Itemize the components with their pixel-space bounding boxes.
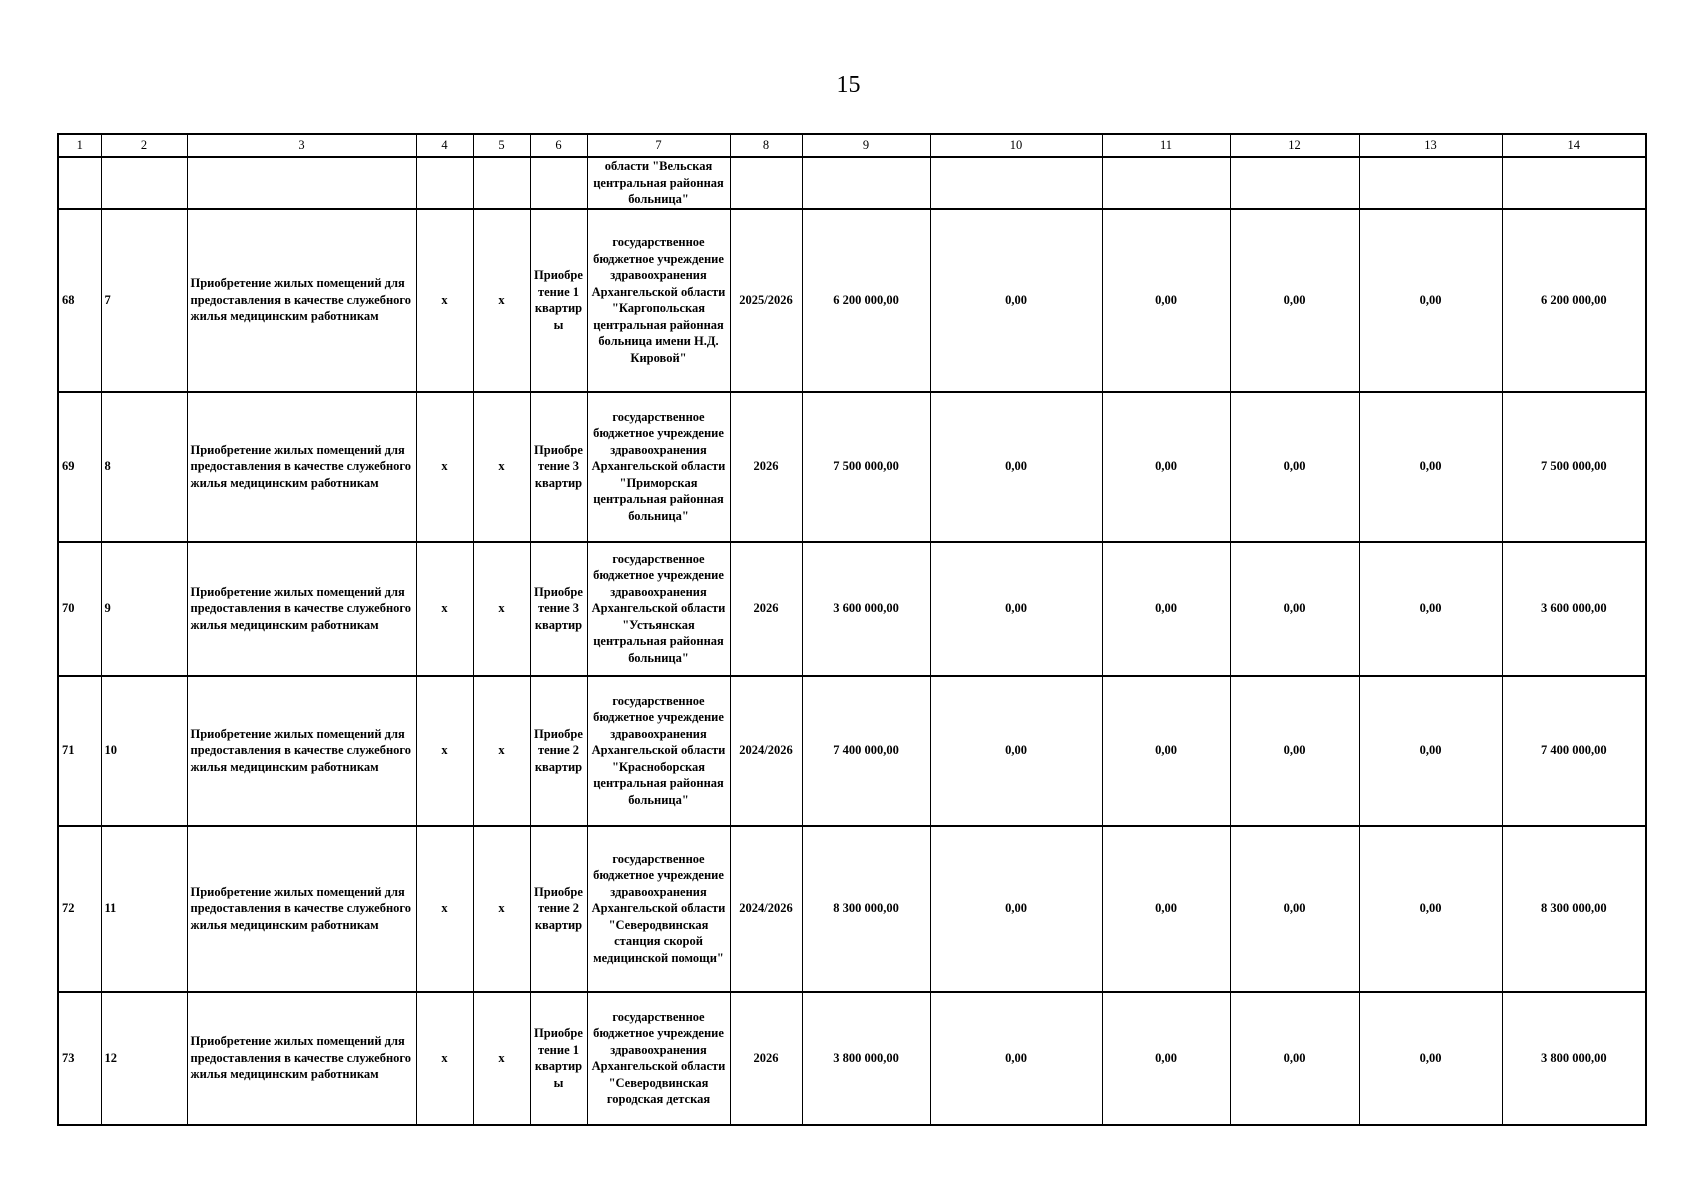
column-header: 1	[58, 134, 101, 157]
row-number: 68	[58, 209, 101, 392]
year-cell: 2026	[730, 542, 802, 676]
amount-col13: 0,00	[1359, 392, 1502, 542]
year-cell: 2024/2026	[730, 826, 802, 992]
table-row	[58, 542, 1646, 676]
row-number: 71	[58, 676, 101, 826]
amount-col12: 0,00	[1230, 542, 1359, 676]
amount-col14: 3 800 000,00	[1502, 992, 1646, 1125]
col4-cell: x	[416, 826, 473, 992]
period-cell: Приобретение 1 квартиры	[530, 209, 587, 392]
item-name: Приобретение жилых помещений для предоставления в качестве служебного жилья медицинским работникам	[187, 392, 416, 542]
row-number: 72	[58, 826, 101, 992]
amount-col10: 0,00	[930, 542, 1102, 676]
column-header: 7	[587, 134, 730, 157]
table-row	[58, 209, 1646, 392]
empty-cell	[1102, 157, 1230, 209]
amount-col10: 0,00	[930, 676, 1102, 826]
item-number: 12	[101, 992, 187, 1125]
period-cell: Приобретение 1 квартиры	[530, 992, 587, 1125]
item-name: Приобретение жилых помещений для предоставления в качестве служебного жилья медицинским работникам	[187, 209, 416, 392]
year-cell: 2026	[730, 392, 802, 542]
item-number: 11	[101, 826, 187, 992]
period-cell: Приобретение 3 квартир	[530, 392, 587, 542]
item-number: 10	[101, 676, 187, 826]
col4-cell: x	[416, 209, 473, 392]
col4-cell: x	[416, 676, 473, 826]
empty-cell	[530, 157, 587, 209]
amount-col12: 0,00	[1230, 826, 1359, 992]
amount-col10: 0,00	[930, 826, 1102, 992]
column-header: 11	[1102, 134, 1230, 157]
item-name: Приобретение жилых помещений для предоставления в качестве служебного жилья медицинским работникам	[187, 826, 416, 992]
column-header: 12	[1230, 134, 1359, 157]
row-number: 73	[58, 992, 101, 1125]
empty-cell	[187, 157, 416, 209]
period-cell: Приобретение 3 квартир	[530, 542, 587, 676]
table-row	[58, 826, 1646, 992]
amount-col13: 0,00	[1359, 992, 1502, 1125]
continuation-row	[58, 157, 1646, 209]
empty-cell	[416, 157, 473, 209]
budget-table	[57, 133, 1647, 1126]
col5-cell: x	[473, 209, 530, 392]
col5-cell: x	[473, 676, 530, 826]
column-header: 9	[802, 134, 930, 157]
amount-col10: 0,00	[930, 992, 1102, 1125]
empty-cell	[1359, 157, 1502, 209]
organization-cell: государственное бюджетное учреждение здравоохранения Архангельской области "Красноборская центральная районная больница"	[587, 676, 730, 826]
header-row	[58, 134, 1646, 157]
period-cell: Приобретение 2 квартир	[530, 676, 587, 826]
empty-cell	[930, 157, 1102, 209]
amount-col14: 7 400 000,00	[1502, 676, 1646, 826]
item-name: Приобретение жилых помещений для предоставления в качестве служебного жилья медицинским работникам	[187, 676, 416, 826]
amount-col11: 0,00	[1102, 209, 1230, 392]
column-header: 6	[530, 134, 587, 157]
amount-col9: 8 300 000,00	[802, 826, 930, 992]
amount-col14: 6 200 000,00	[1502, 209, 1646, 392]
table-row	[58, 392, 1646, 542]
organization-cell: государственное бюджетное учреждение здравоохранения Архангельской области "Северодвинская городская детская	[587, 992, 730, 1125]
organization-cell: государственное бюджетное учреждение здравоохранения Архангельской области "Северодвинская станция скорой медицинской помощи"	[587, 826, 730, 992]
amount-col12: 0,00	[1230, 392, 1359, 542]
item-number: 9	[101, 542, 187, 676]
amount-col11: 0,00	[1102, 826, 1230, 992]
column-header: 14	[1502, 134, 1646, 157]
col5-cell: x	[473, 826, 530, 992]
amount-col14: 7 500 000,00	[1502, 392, 1646, 542]
organization-cell: области "Вельская центральная районная больница"	[587, 157, 730, 209]
amount-col9: 3 600 000,00	[802, 542, 930, 676]
column-header: 5	[473, 134, 530, 157]
amount-col12: 0,00	[1230, 676, 1359, 826]
amount-col11: 0,00	[1102, 676, 1230, 826]
column-header: 10	[930, 134, 1102, 157]
amount-col11: 0,00	[1102, 542, 1230, 676]
empty-cell	[58, 157, 101, 209]
period-cell: Приобретение 2 квартир	[530, 826, 587, 992]
col4-cell: x	[416, 542, 473, 676]
table-row	[58, 992, 1646, 1125]
row-number: 70	[58, 542, 101, 676]
amount-col11: 0,00	[1102, 992, 1230, 1125]
amount-col10: 0,00	[930, 209, 1102, 392]
amount-col9: 7 400 000,00	[802, 676, 930, 826]
column-header: 3	[187, 134, 416, 157]
amount-col14: 3 600 000,00	[1502, 542, 1646, 676]
column-header: 4	[416, 134, 473, 157]
column-header: 13	[1359, 134, 1502, 157]
empty-cell	[730, 157, 802, 209]
column-header: 2	[101, 134, 187, 157]
organization-cell: государственное бюджетное учреждение здравоохранения Архангельской области "Каргопольская центральная районная больница имени Н.Д. Кировой"	[587, 209, 730, 392]
organization-cell: государственное бюджетное учреждение здравоохранения Архангельской области "Приморская центральная районная больница"	[587, 392, 730, 542]
amount-col9: 3 800 000,00	[802, 992, 930, 1125]
year-cell: 2026	[730, 992, 802, 1125]
amount-col13: 0,00	[1359, 209, 1502, 392]
row-number: 69	[58, 392, 101, 542]
amount-col13: 0,00	[1359, 826, 1502, 992]
empty-cell	[473, 157, 530, 209]
page-number: 15	[836, 72, 861, 98]
amount-col9: 6 200 000,00	[802, 209, 930, 392]
item-name: Приобретение жилых помещений для предоставления в качестве служебного жилья медицинским работникам	[187, 992, 416, 1125]
year-cell: 2025/2026	[730, 209, 802, 392]
empty-cell	[1230, 157, 1359, 209]
col5-cell: x	[473, 992, 530, 1125]
table-row	[58, 676, 1646, 826]
col4-cell: x	[416, 392, 473, 542]
column-header: 8	[730, 134, 802, 157]
organization-cell: государственное бюджетное учреждение здравоохранения Архангельской области "Устьянская центральная районная больница"	[587, 542, 730, 676]
col5-cell: x	[473, 542, 530, 676]
item-number: 8	[101, 392, 187, 542]
amount-col12: 0,00	[1230, 209, 1359, 392]
empty-cell	[101, 157, 187, 209]
item-name: Приобретение жилых помещений для предоставления в качестве служебного жилья медицинским работникам	[187, 542, 416, 676]
amount-col13: 0,00	[1359, 676, 1502, 826]
amount-col13: 0,00	[1359, 542, 1502, 676]
amount-col11: 0,00	[1102, 392, 1230, 542]
col4-cell: x	[416, 992, 473, 1125]
amount-col12: 0,00	[1230, 992, 1359, 1125]
amount-col14: 8 300 000,00	[1502, 826, 1646, 992]
empty-cell	[802, 157, 930, 209]
amount-col10: 0,00	[930, 392, 1102, 542]
amount-col9: 7 500 000,00	[802, 392, 930, 542]
empty-cell	[1502, 157, 1646, 209]
item-number: 7	[101, 209, 187, 392]
col5-cell: x	[473, 392, 530, 542]
year-cell: 2024/2026	[730, 676, 802, 826]
